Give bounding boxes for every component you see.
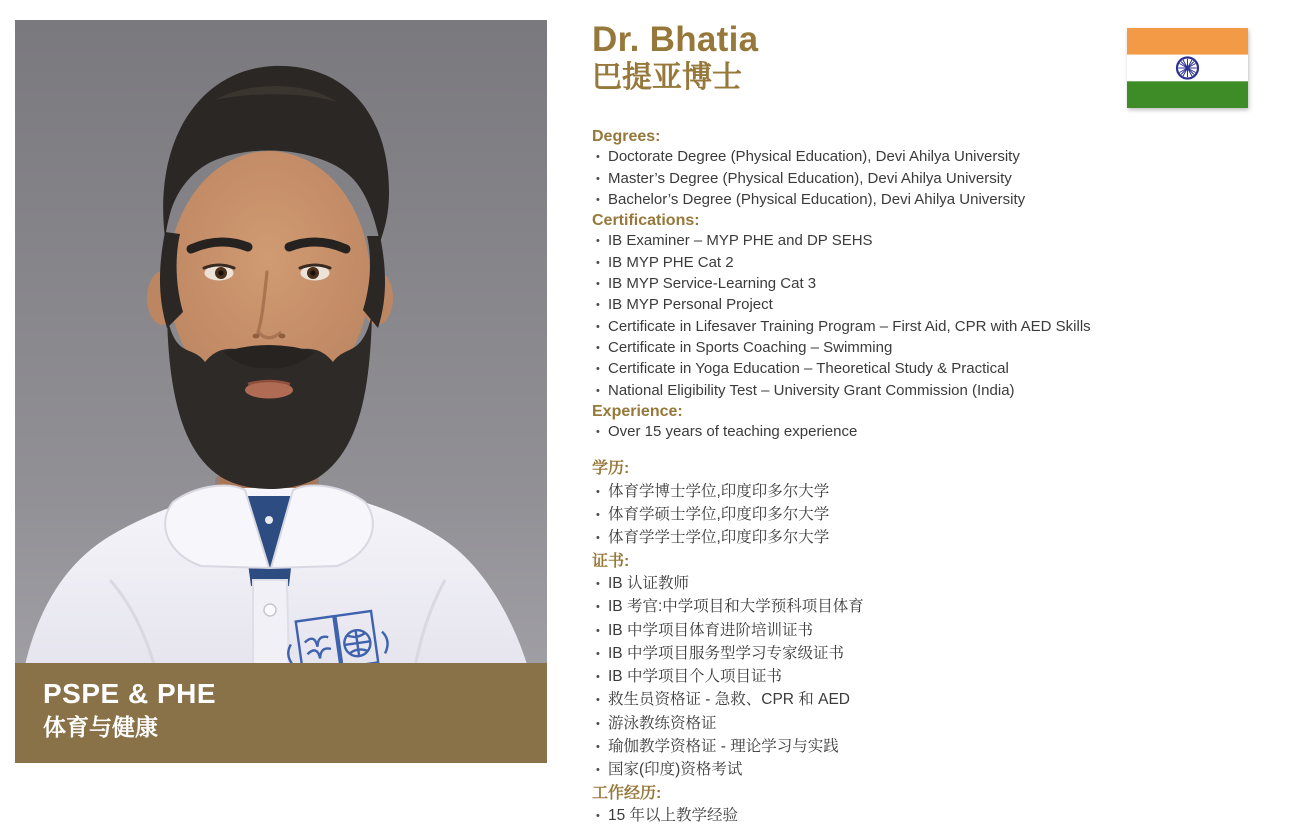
bullet-text: Bachelor’s Degree (Physical Education), Devi Ahilya University — [608, 190, 1026, 208]
sections-chinese — [592, 458, 1260, 828]
bullet-icon: • — [596, 426, 600, 439]
bullet-item — [592, 381, 1260, 402]
bullet-item — [592, 481, 1260, 504]
profile-section — [592, 551, 1260, 783]
profile-section — [592, 211, 1260, 402]
bullet-item — [592, 359, 1260, 380]
bullet-text: Certificate in Sports Coaching – Swimming — [608, 338, 893, 356]
bullet-item — [592, 274, 1260, 295]
bullet-text: 游泳教练资格证 — [608, 714, 717, 732]
bullet-icon: • — [596, 764, 600, 777]
bullet-text: 15 年以上教学经验 — [608, 806, 739, 824]
bullet-text: Certificate in Yoga Education – Theoretical Study & Practical — [608, 360, 1009, 378]
bullet-icon: • — [596, 235, 600, 248]
bullet-icon: • — [596, 384, 600, 397]
bullet-text: IB MYP Service-Learning Cat 3 — [608, 275, 817, 293]
sections-english — [592, 127, 1260, 443]
bullet-icon: • — [596, 671, 600, 684]
bullet-text: 救生员资格证 - 急救、CPR 和 AED — [608, 691, 850, 709]
bullet-item — [592, 689, 1260, 712]
section-heading: 证书: — [592, 552, 630, 570]
section-heading: 学历: — [592, 460, 630, 478]
teacher-portrait-photo — [15, 20, 547, 763]
bullet-icon: • — [596, 624, 600, 637]
bullet-item — [592, 147, 1260, 168]
bullet-text: IB 中学项目个人项目证书 — [608, 668, 782, 686]
bullet-icon: • — [596, 601, 600, 614]
bullet-icon: • — [596, 509, 600, 522]
bullet-icon: • — [596, 485, 600, 498]
bullet-text: IB 中学项目体育进阶培训证书 — [608, 621, 813, 639]
bullet-text: 体育学博士学位,印度印多尔大学 — [608, 482, 830, 500]
bullet-item — [592, 643, 1260, 666]
bullet-item — [592, 190, 1260, 211]
bullet-text: IB MYP Personal Project — [608, 296, 773, 314]
bullet-item — [592, 422, 1260, 443]
bullet-text: IB Examiner – MYP PHE and DP SEHS — [608, 232, 873, 250]
bullet-item — [592, 317, 1260, 338]
section-list — [592, 481, 1260, 551]
bullet-icon: • — [596, 809, 600, 822]
section-heading: 工作经历: — [592, 784, 662, 802]
bullet-text: Over 15 years of teaching experience — [608, 423, 858, 441]
section-list — [592, 805, 1260, 828]
bullet-icon: • — [596, 647, 600, 660]
profile-section — [592, 783, 1260, 828]
bullet-text: IB 认证教师 — [608, 574, 689, 592]
bullet-icon: • — [596, 717, 600, 730]
section-heading: Degrees: — [592, 128, 661, 145]
profile-section — [592, 127, 1260, 211]
bullet-text: 体育学学士学位,印度印多尔大学 — [608, 529, 830, 547]
profile-section — [592, 458, 1260, 550]
bullet-icon: • — [596, 278, 600, 291]
bullet-item — [592, 805, 1260, 828]
bullet-icon: • — [596, 256, 600, 269]
bullet-icon: • — [596, 532, 600, 545]
section-list — [592, 231, 1260, 401]
bullet-item — [592, 253, 1260, 274]
bullet-item — [592, 295, 1260, 316]
bullet-text: IB 中学项目服务型学习专家级证书 — [608, 644, 844, 662]
bullet-icon: • — [596, 341, 600, 354]
section-list — [592, 147, 1260, 211]
section-list — [592, 573, 1260, 783]
india-flag-icon — [1127, 28, 1248, 108]
bullet-icon: • — [596, 151, 600, 164]
bullet-item — [592, 169, 1260, 190]
bullet-text: National Eligibility Test – University Grant Commission (India) — [608, 381, 1015, 399]
subject-name-en: PSPE & PHE — [43, 678, 217, 709]
bullet-icon: • — [596, 741, 600, 754]
teacher-photo-card — [15, 20, 547, 763]
bullet-item — [592, 527, 1260, 550]
subject-banner — [15, 663, 547, 763]
bullet-icon: • — [596, 172, 600, 185]
bullet-text: Certificate in Lifesaver Training Program – First Aid, CPR with AED Skills — [608, 317, 1091, 335]
bullet-item — [592, 736, 1260, 759]
section-list — [592, 422, 1260, 443]
teacher-name-en: Dr. Bhatia — [592, 20, 759, 59]
bullet-icon: • — [596, 299, 600, 312]
bullet-item — [592, 759, 1260, 782]
section-heading: Experience: — [592, 402, 683, 420]
bullet-text: IB 考官:中学项目和大学预科项目体育 — [608, 598, 864, 616]
bullet-text: IB MYP PHE Cat 2 — [608, 253, 734, 271]
bullet-item — [592, 596, 1260, 619]
bullet-text: 体育学硕士学位,印度印多尔大学 — [608, 506, 830, 524]
bullet-item — [592, 573, 1260, 596]
profile-section — [592, 402, 1260, 444]
bullet-item — [592, 231, 1260, 252]
bullet-item — [592, 504, 1260, 527]
subject-name-zh: 体育与健康 — [43, 714, 158, 740]
bullet-text: Doctorate Degree (Physical Education), Devi Ahilya University — [608, 148, 1020, 166]
bullet-icon: • — [596, 694, 600, 707]
bullet-icon: • — [596, 193, 600, 206]
bullet-icon: • — [596, 363, 600, 376]
bullet-text: 瑜伽教学资格证 - 理论学习与实践 — [608, 738, 839, 756]
bullet-text: 国家(印度)资格考试 — [608, 761, 743, 779]
teacher-info — [592, 20, 1260, 828]
bullet-icon: • — [596, 577, 600, 590]
bullet-text: Master’s Degree (Physical Education), Devi Ahilya University — [608, 169, 1012, 187]
section-heading: Certifications: — [592, 212, 700, 230]
bullet-item — [592, 338, 1260, 359]
bullet-item — [592, 666, 1260, 689]
bullet-item — [592, 620, 1260, 643]
ashoka-chakra-icon — [1177, 58, 1198, 79]
bullet-icon: • — [596, 320, 600, 333]
bullet-item — [592, 713, 1260, 736]
teacher-name-zh: 巴提亚博士 — [592, 61, 742, 94]
